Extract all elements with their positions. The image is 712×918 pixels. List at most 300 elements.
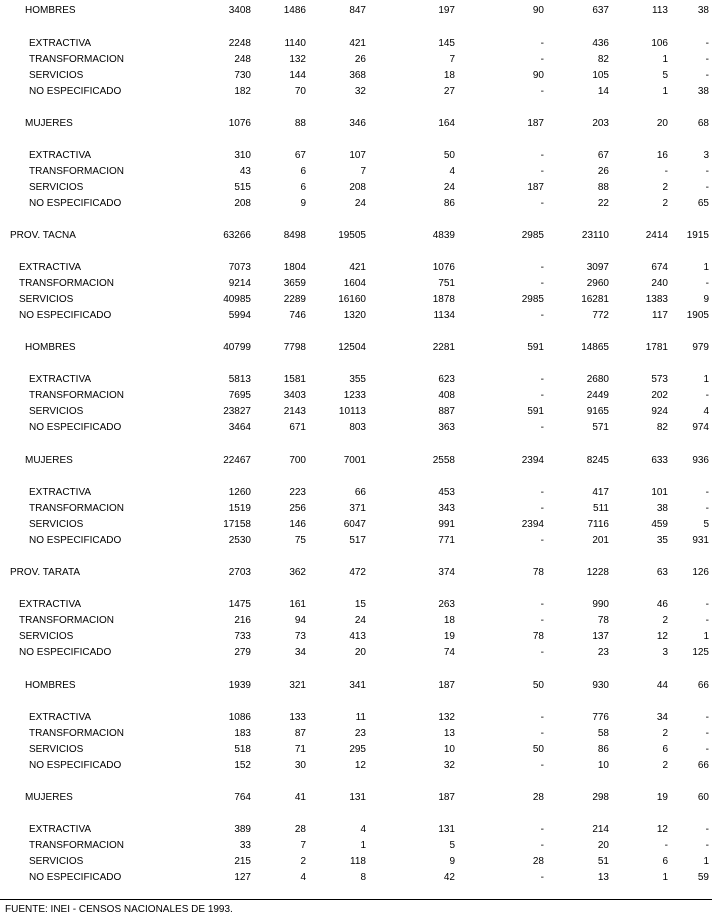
table-row bbox=[0, 165, 712, 179]
table-cell: - bbox=[540, 262, 544, 273]
table-cell: 436 bbox=[592, 38, 609, 49]
table-cell: 66 bbox=[354, 487, 366, 498]
table-cell: 127 bbox=[234, 872, 251, 883]
table-cell: 66 bbox=[697, 760, 709, 771]
table-row bbox=[0, 454, 712, 468]
table-cell: 20 bbox=[354, 647, 366, 658]
table-cell: 1228 bbox=[586, 567, 609, 578]
table-cell: 131 bbox=[438, 824, 455, 835]
table-cell: 930 bbox=[592, 680, 609, 691]
table-cell: 71 bbox=[294, 744, 306, 755]
table-cell: - bbox=[664, 840, 668, 851]
table-cell: 187 bbox=[527, 182, 544, 193]
table-row bbox=[0, 839, 712, 853]
table-cell: 187 bbox=[438, 680, 455, 691]
table-row bbox=[0, 341, 712, 355]
table-cell: 240 bbox=[651, 278, 668, 289]
table-cell: 1076 bbox=[432, 262, 455, 273]
table-cell: 7001 bbox=[343, 455, 366, 466]
table-cell: 18 bbox=[443, 615, 455, 626]
table-cell: 88 bbox=[597, 182, 609, 193]
table-cell: 511 bbox=[593, 503, 609, 514]
table-cell: - bbox=[540, 535, 544, 546]
table-cell: 40799 bbox=[223, 342, 251, 353]
table-cell: 106 bbox=[651, 38, 668, 49]
table-cell: 187 bbox=[438, 792, 455, 803]
table-row bbox=[0, 37, 712, 51]
table-row bbox=[0, 791, 712, 805]
table-cell: 3403 bbox=[283, 390, 306, 401]
row-label: SERVICIOS bbox=[29, 519, 84, 530]
table-cell: 374 bbox=[438, 567, 455, 578]
table-cell: - bbox=[540, 278, 544, 289]
table-cell: 202 bbox=[651, 390, 668, 401]
table-cell: 74 bbox=[443, 647, 455, 658]
table-cell: 86 bbox=[443, 198, 455, 209]
table-cell: 118 bbox=[350, 856, 366, 867]
table-cell: - bbox=[540, 712, 544, 723]
table-cell: 9 bbox=[300, 198, 306, 209]
table-cell: 417 bbox=[592, 487, 609, 498]
row-label: EXTRACTIVA bbox=[29, 374, 92, 385]
table-cell: 518 bbox=[234, 744, 251, 755]
table-cell: 16160 bbox=[338, 294, 366, 305]
table-cell: 208 bbox=[234, 198, 251, 209]
table-cell: 1939 bbox=[228, 680, 251, 691]
table-cell: 1086 bbox=[228, 712, 251, 723]
table-cell: - bbox=[705, 70, 709, 81]
table-cell: 208 bbox=[349, 182, 366, 193]
table-cell: 38 bbox=[697, 5, 709, 16]
table-cell: 7 bbox=[300, 840, 306, 851]
table-cell: 2143 bbox=[283, 406, 306, 417]
table-cell: 1581 bbox=[283, 374, 306, 385]
table-cell: 5994 bbox=[228, 310, 251, 321]
table-cell: 346 bbox=[349, 118, 366, 129]
table-cell: 343 bbox=[438, 503, 455, 514]
table-row bbox=[0, 711, 712, 725]
table-cell: 5813 bbox=[228, 374, 251, 385]
table-cell: 4839 bbox=[432, 230, 455, 241]
table-cell: - bbox=[705, 728, 709, 739]
table-cell: 4 bbox=[449, 166, 455, 177]
table-cell: 363 bbox=[438, 422, 455, 433]
table-cell: 3464 bbox=[228, 422, 251, 433]
row-label: TRANSFORMACION bbox=[29, 728, 124, 739]
table-cell: 60 bbox=[697, 792, 709, 803]
table-row bbox=[0, 149, 712, 163]
table-cell: - bbox=[540, 54, 544, 65]
table-cell: 14865 bbox=[581, 342, 609, 353]
table-cell: 674 bbox=[651, 262, 668, 273]
table-cell: 50 bbox=[532, 680, 544, 691]
table-cell: 1 bbox=[662, 54, 668, 65]
row-label: NO ESPECIFICADO bbox=[19, 647, 112, 658]
table-cell: 991 bbox=[438, 519, 455, 530]
table-row bbox=[0, 823, 712, 837]
table-cell: 5 bbox=[662, 70, 668, 81]
table-cell: 117 bbox=[652, 310, 668, 321]
table-cell: 5 bbox=[449, 840, 455, 851]
table-cell: 78 bbox=[532, 567, 544, 578]
table-cell: - bbox=[705, 744, 709, 755]
table-cell: 4 bbox=[300, 872, 306, 883]
table-cell: 2985 bbox=[521, 230, 544, 241]
table-cell: 772 bbox=[592, 310, 609, 321]
table-cell: - bbox=[540, 86, 544, 97]
table-cell: 38 bbox=[697, 86, 709, 97]
table-cell: 164 bbox=[438, 118, 455, 129]
table-row bbox=[0, 181, 712, 195]
table-cell: 23827 bbox=[223, 406, 251, 417]
table-cell: 1604 bbox=[343, 278, 366, 289]
table-cell: 27 bbox=[443, 86, 455, 97]
table-cell: 90 bbox=[532, 70, 544, 81]
table-cell: 16 bbox=[656, 150, 668, 161]
table-cell: 78 bbox=[532, 631, 544, 642]
table-cell: 2558 bbox=[432, 455, 455, 466]
table-row bbox=[0, 421, 712, 435]
table-cell: 43 bbox=[239, 166, 251, 177]
row-label: EXTRACTIVA bbox=[19, 599, 82, 610]
table-cell: 2680 bbox=[586, 374, 609, 385]
table-cell: 571 bbox=[592, 422, 609, 433]
table-cell: 8 bbox=[360, 872, 366, 883]
table-cell: - bbox=[540, 728, 544, 739]
table-cell: 28 bbox=[532, 792, 544, 803]
table-cell: 362 bbox=[289, 567, 306, 578]
table-cell: 131 bbox=[349, 792, 366, 803]
row-label: SERVICIOS bbox=[19, 294, 74, 305]
table-cell: 20 bbox=[656, 118, 668, 129]
table-cell: 1 bbox=[360, 840, 366, 851]
table-cell: 1878 bbox=[432, 294, 455, 305]
table-cell: 152 bbox=[234, 760, 251, 771]
table-cell: - bbox=[705, 166, 709, 177]
table-cell: 17158 bbox=[223, 519, 251, 530]
row-label: NO ESPECIFICADO bbox=[29, 872, 122, 883]
table-cell: 1915 bbox=[686, 230, 709, 241]
table-cell: 223 bbox=[289, 487, 306, 498]
table-cell: 6 bbox=[300, 182, 306, 193]
table-cell: 94 bbox=[294, 615, 306, 626]
table-cell: 4 bbox=[360, 824, 366, 835]
table-cell: 9 bbox=[703, 294, 709, 305]
row-label: HOMBRES bbox=[25, 680, 76, 691]
table-cell: 19505 bbox=[338, 230, 366, 241]
table-cell: - bbox=[540, 150, 544, 161]
table-cell: 33 bbox=[239, 840, 251, 851]
table-cell: 623 bbox=[438, 374, 455, 385]
table-cell: 771 bbox=[438, 535, 455, 546]
table-cell: 183 bbox=[234, 728, 251, 739]
table-cell: 637 bbox=[592, 5, 609, 16]
table-cell: 216 bbox=[234, 615, 251, 626]
table-cell: 12 bbox=[656, 631, 668, 642]
table-cell: 368 bbox=[349, 70, 366, 81]
table-cell: 472 bbox=[349, 567, 366, 578]
table-cell: 371 bbox=[349, 503, 366, 514]
table-cell: 1 bbox=[662, 86, 668, 97]
table-cell: - bbox=[705, 487, 709, 498]
table-cell: 132 bbox=[289, 54, 306, 65]
table-cell: 22467 bbox=[223, 455, 251, 466]
row-label: NO ESPECIFICADO bbox=[29, 422, 122, 433]
table-cell: 26 bbox=[354, 54, 366, 65]
table-cell: - bbox=[664, 166, 668, 177]
table-cell: 591 bbox=[527, 342, 544, 353]
table-cell: 3659 bbox=[283, 278, 306, 289]
table-row bbox=[0, 293, 712, 307]
table-cell: 50 bbox=[443, 150, 455, 161]
table-cell: 421 bbox=[349, 38, 366, 49]
table-cell: 38 bbox=[656, 503, 668, 514]
table-cell: 355 bbox=[349, 374, 366, 385]
row-label: EXTRACTIVA bbox=[29, 712, 92, 723]
table-cell: 1134 bbox=[433, 310, 455, 321]
table-row bbox=[0, 871, 712, 885]
table-cell: 746 bbox=[289, 310, 306, 321]
table-cell: 2 bbox=[662, 615, 668, 626]
table-cell: 214 bbox=[592, 824, 609, 835]
table-cell: 2985 bbox=[521, 294, 544, 305]
table-cell: 125 bbox=[692, 647, 709, 658]
row-label: PROV. TACNA bbox=[10, 230, 76, 241]
table-cell: 2530 bbox=[228, 535, 251, 546]
table-cell: 34 bbox=[294, 647, 306, 658]
table-cell: 23 bbox=[597, 647, 609, 658]
table-cell: 24 bbox=[443, 182, 455, 193]
table-cell: 5 bbox=[703, 519, 709, 530]
table-row bbox=[0, 117, 712, 131]
table-cell: 8245 bbox=[586, 455, 609, 466]
table-cell: 295 bbox=[349, 744, 366, 755]
table-row bbox=[0, 69, 712, 83]
table-cell: 101 bbox=[651, 487, 668, 498]
table-cell: 19 bbox=[443, 631, 455, 642]
table-cell: 517 bbox=[349, 535, 366, 546]
table-cell: 256 bbox=[289, 503, 306, 514]
table-cell: 10 bbox=[443, 744, 455, 755]
table-cell: 9165 bbox=[586, 406, 609, 417]
table-cell: - bbox=[540, 374, 544, 385]
row-label: MUJERES bbox=[25, 118, 73, 129]
table-cell: 515 bbox=[234, 182, 251, 193]
table-cell: - bbox=[540, 824, 544, 835]
table-cell: 263 bbox=[438, 599, 455, 610]
table-cell: 63 bbox=[656, 567, 668, 578]
table-cell: - bbox=[705, 278, 709, 289]
table-cell: 12 bbox=[354, 760, 366, 771]
table-cell: - bbox=[705, 840, 709, 851]
table-cell: 1781 bbox=[645, 342, 668, 353]
table-cell: - bbox=[540, 198, 544, 209]
row-label: SERVICIOS bbox=[19, 631, 74, 642]
table-row bbox=[0, 534, 712, 548]
table-cell: 3097 bbox=[586, 262, 609, 273]
row-label: NO ESPECIFICADO bbox=[19, 310, 112, 321]
table-row bbox=[0, 85, 712, 99]
table-row bbox=[0, 53, 712, 67]
table-cell: 2 bbox=[662, 728, 668, 739]
table-cell: 389 bbox=[234, 824, 251, 835]
table-cell: 59 bbox=[697, 872, 709, 883]
table-cell: 733 bbox=[234, 631, 251, 642]
table-row bbox=[0, 389, 712, 403]
table-cell: - bbox=[705, 54, 709, 65]
table-cell: 90 bbox=[532, 5, 544, 16]
row-label: SERVICIOS bbox=[29, 744, 84, 755]
table-cell: 1320 bbox=[343, 310, 366, 321]
table-cell: 13 bbox=[597, 872, 609, 883]
row-label: NO ESPECIFICADO bbox=[29, 535, 122, 546]
table-cell: - bbox=[705, 824, 709, 835]
row-label: TRANSFORMACION bbox=[19, 278, 114, 289]
table-cell: 2394 bbox=[521, 455, 544, 466]
table-cell: 7116 bbox=[587, 519, 609, 530]
table-cell: 16281 bbox=[581, 294, 609, 305]
table-cell: 979 bbox=[692, 342, 709, 353]
table-cell: 35 bbox=[656, 535, 668, 546]
table-cell: 2248 bbox=[228, 38, 251, 49]
table-cell: 13 bbox=[443, 728, 455, 739]
table-cell: 990 bbox=[592, 599, 609, 610]
table-cell: 73 bbox=[294, 631, 306, 642]
table-row bbox=[0, 679, 712, 693]
table-cell: 23110 bbox=[581, 230, 609, 241]
table-row bbox=[0, 502, 712, 516]
table-row bbox=[0, 743, 712, 757]
table-cell: 847 bbox=[349, 5, 366, 16]
table-cell: 133 bbox=[289, 712, 306, 723]
row-label: SERVICIOS bbox=[29, 406, 84, 417]
table-cell: 700 bbox=[289, 455, 306, 466]
table-cell: 20 bbox=[597, 840, 609, 851]
table-cell: 187 bbox=[527, 118, 544, 129]
table-cell: 8498 bbox=[283, 230, 306, 241]
table-cell: 2 bbox=[662, 760, 668, 771]
row-label: PROV. TARATA bbox=[10, 567, 81, 578]
table-cell: 15 bbox=[354, 599, 366, 610]
row-label: EXTRACTIVA bbox=[29, 824, 92, 835]
table-cell: 19 bbox=[656, 792, 668, 803]
table-cell: 7 bbox=[360, 166, 366, 177]
table-cell: 3408 bbox=[228, 5, 251, 16]
table-cell: 68 bbox=[697, 118, 709, 129]
table-cell: 86 bbox=[597, 744, 609, 755]
table-cell: 421 bbox=[349, 262, 366, 273]
table-bottom-rule bbox=[0, 899, 712, 900]
table-cell: 298 bbox=[592, 792, 609, 803]
table-cell: 78 bbox=[597, 615, 609, 626]
table-cell: 146 bbox=[289, 519, 306, 530]
table-row bbox=[0, 759, 712, 773]
table-cell: - bbox=[540, 599, 544, 610]
table-cell: 730 bbox=[234, 70, 251, 81]
table-cell: 32 bbox=[354, 86, 366, 97]
table-cell: 671 bbox=[289, 422, 306, 433]
table-cell: 161 bbox=[289, 599, 306, 610]
table-cell: 215 bbox=[234, 856, 251, 867]
table-cell: 1804 bbox=[283, 262, 306, 273]
table-cell: 2703 bbox=[228, 567, 251, 578]
row-label: SERVICIOS bbox=[29, 182, 84, 193]
table-cell: 44 bbox=[656, 680, 668, 691]
table-cell: 591 bbox=[527, 406, 544, 417]
table-cell: 1519 bbox=[228, 503, 251, 514]
table-row bbox=[0, 486, 712, 500]
table-row bbox=[0, 261, 712, 275]
table-cell: 58 bbox=[597, 728, 609, 739]
table-row bbox=[0, 309, 712, 323]
table-cell: 65 bbox=[697, 198, 709, 209]
table-cell: 573 bbox=[651, 374, 668, 385]
table-cell: 1475 bbox=[228, 599, 251, 610]
table-cell: 28 bbox=[532, 856, 544, 867]
table-cell: - bbox=[705, 38, 709, 49]
table-cell: 88 bbox=[294, 118, 306, 129]
table-row bbox=[0, 4, 712, 18]
table-row bbox=[0, 566, 712, 580]
table-cell: 201 bbox=[592, 535, 609, 546]
table-cell: - bbox=[540, 840, 544, 851]
table-cell: 126 bbox=[692, 567, 709, 578]
table-row bbox=[0, 373, 712, 387]
table-cell: 459 bbox=[651, 519, 668, 530]
table-cell: 26 bbox=[597, 166, 609, 177]
row-label: TRANSFORMACION bbox=[29, 166, 124, 177]
table-cell: 40985 bbox=[223, 294, 251, 305]
row-label: TRANSFORMACION bbox=[19, 615, 114, 626]
table-cell: 24 bbox=[354, 198, 366, 209]
table-cell: - bbox=[540, 38, 544, 49]
table-cell: 3 bbox=[662, 647, 668, 658]
table-cell: 1 bbox=[703, 374, 709, 385]
table-cell: 310 bbox=[234, 150, 251, 161]
table-cell: 10 bbox=[597, 760, 609, 771]
table-cell: 28 bbox=[294, 824, 306, 835]
table-cell: - bbox=[540, 615, 544, 626]
table-cell: 144 bbox=[289, 70, 306, 81]
table-cell: 18 bbox=[443, 70, 455, 81]
table-row bbox=[0, 855, 712, 869]
table-cell: 203 bbox=[592, 118, 609, 129]
table-cell: 2960 bbox=[586, 278, 609, 289]
table-cell: - bbox=[540, 487, 544, 498]
table-cell: 6 bbox=[662, 744, 668, 755]
table-cell: 3 bbox=[703, 150, 709, 161]
table-cell: 82 bbox=[656, 422, 668, 433]
table-cell: 6 bbox=[300, 166, 306, 177]
table-row bbox=[0, 598, 712, 612]
table-row bbox=[0, 277, 712, 291]
table-cell: 279 bbox=[234, 647, 251, 658]
row-label: EXTRACTIVA bbox=[29, 150, 92, 161]
row-label: EXTRACTIVA bbox=[29, 487, 92, 498]
table-cell: 41 bbox=[294, 792, 306, 803]
table-cell: 6047 bbox=[343, 519, 366, 530]
table-cell: 1 bbox=[703, 262, 709, 273]
table-cell: 105 bbox=[592, 70, 609, 81]
table-cell: - bbox=[540, 166, 544, 177]
table-cell: - bbox=[705, 599, 709, 610]
table-cell: 23 bbox=[354, 728, 366, 739]
table-cell: 107 bbox=[349, 150, 366, 161]
table-cell: 341 bbox=[349, 680, 366, 691]
table-cell: - bbox=[540, 390, 544, 401]
row-label: MUJERES bbox=[25, 455, 73, 466]
table-cell: 12 bbox=[656, 824, 668, 835]
